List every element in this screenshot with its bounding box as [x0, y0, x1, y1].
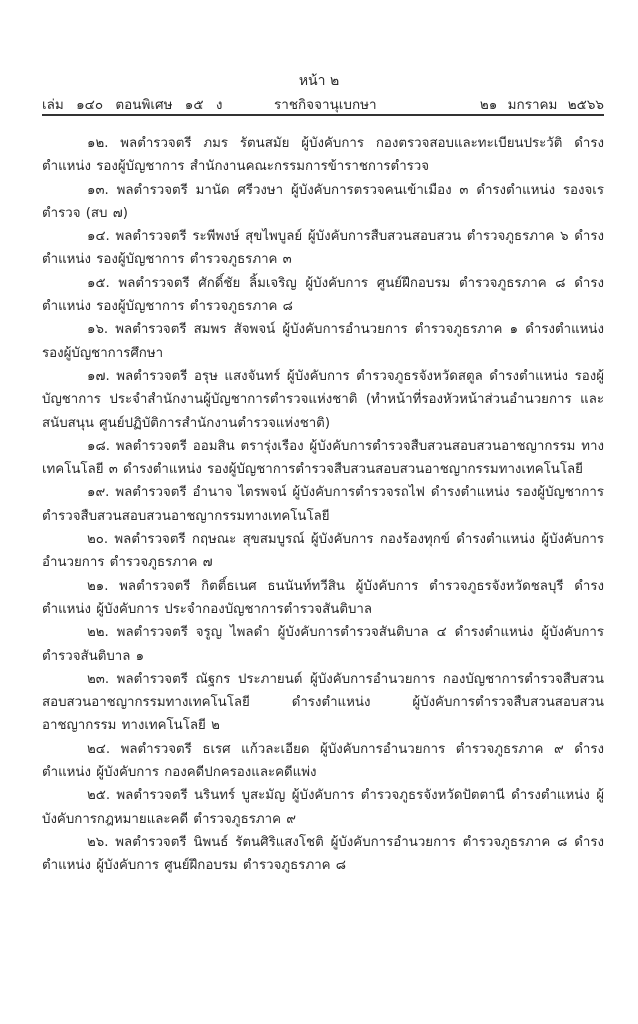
page-number: หน้า ๒ [298, 73, 340, 89]
list-item: ๑๔. พลตำรวจตรี ระพีพงษ์ สุขไพบูลย์ ผู้บังคับการสืบสวนสอบสวน ตำรวจภูธรภาค ๖ ดำรงตำแหน่ง รองผู้บัญชาการ ตำรวจภูธรภาค ๓ [42, 229, 604, 268]
list-item: ๒๔. พลตำรวจตรี ธเรศ แก้วละเอียด ผู้บังคับการอำนวยการ ตำรวจภูธรภาค ๙ ดำรงตำแหน่ง ผู้บังคับการ กองคดีปกครองและคดีแพ่ง [42, 741, 604, 781]
gazette-header [42, 93, 604, 113]
list-item: ๑๙. พลตำรวจตรี อำนาจ ไตรพจน์ ผู้บังคับการตำรวจรถไฟ ดำรงตำแหน่ง รองผู้บัญชาการ ตำรวจสืบสวนสอบสวนอาชญากรรมทางเทคโนโลยี [42, 485, 604, 524]
list-item: ๒๕. พลตำรวจตรี นรินทร์ บูสะมัญ ผู้บังคับการ ตำรวจภูธรจังหวัดปัตตานี ดำรงตำแหน่ง ผู้บังคับการกฎหมายและคดี ตำรวจภูธรภาค ๙ [42, 788, 604, 827]
publication-date: ๒๑ มกราคม ๒๕๖๖ [479, 97, 604, 113]
list-item: ๑๖. พลตำรวจตรี สมพร สัจพจน์ ผู้บังคับการอำนวยการ ตำรวจภูธรภาค ๑ ดำรงตำแหน่ง รองผู้บัญชาการศึกษา [42, 322, 604, 361]
list-item: ๒๑. พลตำรวจตรี กิตติ์ธเนศ ธนนันท์ทวีสิน ผู้บังคับการ ตำรวจภูธรจังหวัดชลบุรี ดำรงตำแหน่ง ผู้บังคับการ ประจำกองบัญชาการตำรวจสันติบาล [42, 578, 604, 617]
list-item: ๒๖. พลตำรวจตรี นิพนธ์ รัตนศิริแสงโชติ ผู้บังคับการอำนวยการ ตำรวจภูธรภาค ๘ ดำรงตำแหน่ง ผู้บังคับการ ศูนย์ฝึกอบรม ตำรวจภูธรภาค ๘ [42, 834, 604, 874]
list-item: ๑๕. พลตำรวจตรี ศักดิ์ชัย ลิ้มเจริญ ผู้บังคับการ ศูนย์ฝึกอบรม ตำรวจภูธรภาค ๘ ดำรงตำแหน่ง รองผู้บัญชาการ ตำรวจภูธรภาค ๘ [42, 275, 604, 315]
list-item: ๑๒. พลตำรวจตรี ภมร รัตนสมัย ผู้บังคับการ กองตรวจสอบและทะเบียนประวัติ ดำรงตำแหน่ง รองผู้บัญชาการ สำนักงานคณะกรรมการข้าราชการตำรวจ [42, 136, 604, 175]
list-item: ๑๓. พลตำรวจตรี มานัด ศรีวงษา ผู้บังคับการตรวจคนเข้าเมือง ๓ ดำรงตำแหน่ง รองจเรตำรวจ (สบ ๗) [42, 182, 604, 221]
header-divider [42, 114, 604, 116]
publication-title: ราชกิจจานุเบกษา [274, 97, 377, 113]
list-item: ๒๓. พลตำรวจตรี ณัฐกร ประภายนต์ ผู้บังคับการอำนวยการ กองบัญชาการตำรวจสืบสวน สอบสวนอาชญากรรมทางเทคโนโลยี ดำรงตำแหน่ง ผู้บังคับการตำรวจสืบสวนสอบสวนอาชญากรรม ทางเทคโนโลยี ๒ [42, 671, 604, 734]
volume-issue: เล่ม ๑๔๐ ตอนพิเศษ ๑๕ ง [42, 97, 223, 113]
list-item: ๑๘. พลตำรวจตรี ออมสิน ตรารุ่งเรือง ผู้บังคับการตำรวจสืบสวนสอบสวนอาชญากรรม ทางเทคโนโลยี ๓ ดำรงตำแหน่ง รองผู้บัญชาการตำรวจสืบสวนสอบสวนอาชญากรรมทางเทคโนโลยี [42, 438, 604, 478]
list-item: ๒๐. พลตำรวจตรี กฤษณะ สุขสมบูรณ์ ผู้บังคับการ กองร้องทุกข์ ดำรงตำแหน่ง ผู้บังคับการ อำนวยการ ตำรวจภูธรภาค ๗ [42, 532, 604, 571]
appointment-list [42, 132, 604, 878]
list-item: ๒๒. พลตำรวจตรี จรูญ ไพลดำ ผู้บังคับการตำรวจสันติบาล ๔ ดำรงตำแหน่ง ผู้บังคับการ ตำรวจสันติบาล ๑ [42, 625, 604, 664]
list-item: ๑๗. พลตำรวจตรี อรุษ แสงจันทร์ ผู้บังคับการ ตำรวจภูธรจังหวัดสตูล ดำรงตำแหน่ง รองผู้บัญชาการ ประจำสำนักงานผู้บัญชาการตำรวจแห่งชาติ (ทำหน้าที่รองหัวหน้าส่วนอำนวยการ และสนับสนุน ศูนย์ปฏิบัติการสำนักงานตำรวจแห่งชาติ) [42, 368, 604, 431]
